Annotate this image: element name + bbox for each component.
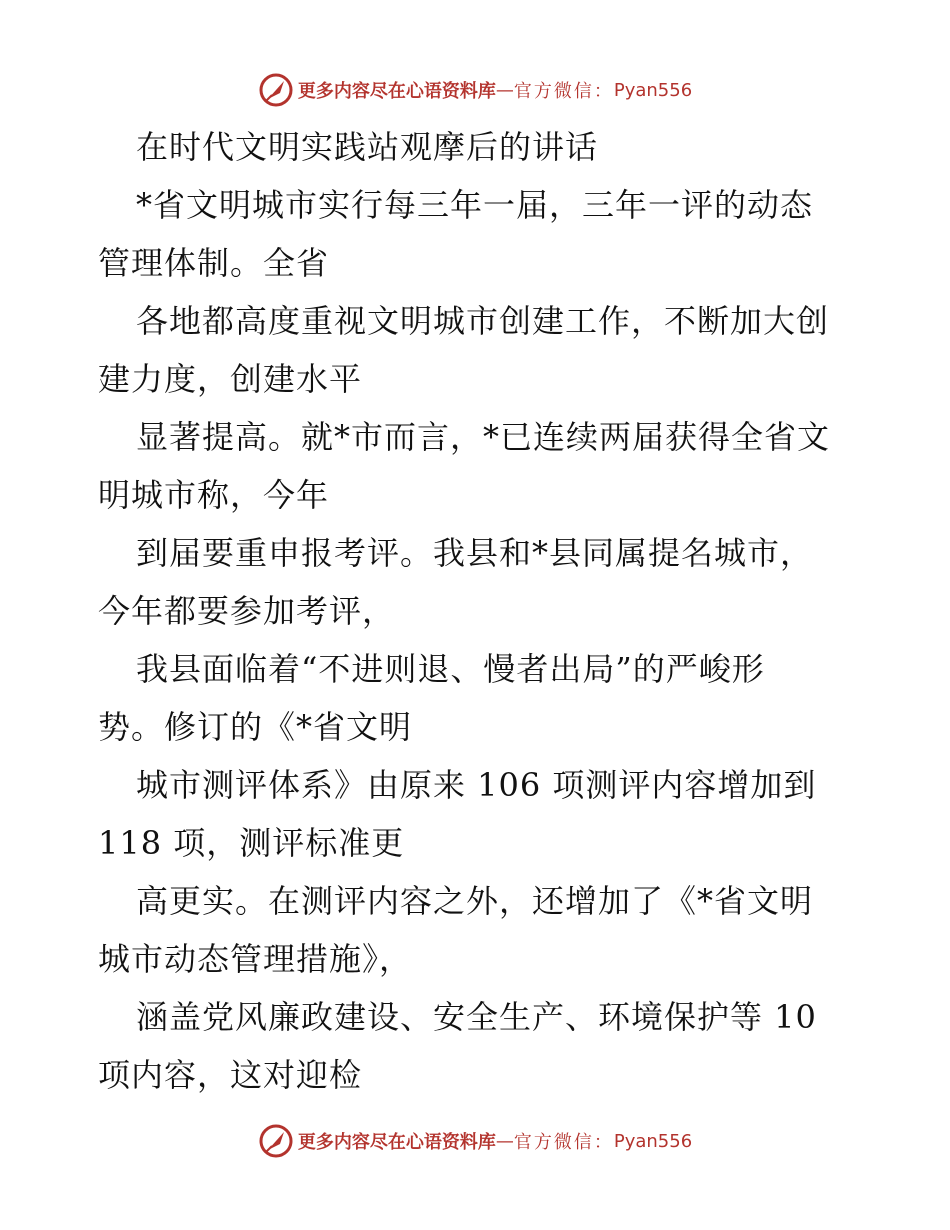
header-wechat-id: Pyan556 (613, 79, 693, 101)
paragraph-line: 建力度，创建水平 (98, 360, 363, 398)
feather-pen-logo-icon (258, 72, 294, 108)
header-separator: — (495, 79, 514, 101)
paragraph-line: 城市动态管理措施》， (98, 940, 413, 978)
paragraph-line: 明城市称，今年 (98, 476, 330, 514)
paragraph-line: 管理体制。全省 (98, 244, 330, 282)
document-body (98, 118, 858, 1104)
paragraph-line: 118 项，测评标准更 (98, 824, 405, 862)
paragraph-line: 涵盖党风廉政建设、安全生产、环境保护等 10 (136, 998, 817, 1036)
paragraph-line: 城市测评体系》由原来 106 项测评内容增加到 (136, 766, 817, 804)
footer-separator: — (495, 1130, 514, 1152)
paragraph-line: 今年都要参加考评， (98, 592, 396, 630)
footer-banner (0, 1121, 950, 1161)
footer-site-text: 更多内容尽在心语资料库 (297, 1132, 496, 1153)
header-site-text: 更多内容尽在心语资料库 (297, 81, 496, 102)
header-wechat-label: 官方微信： (513, 81, 614, 102)
feather-pen-logo-icon (258, 1123, 294, 1159)
document-title: 在时代文明实践站观摩后的讲话 (136, 128, 599, 166)
paragraph-line: 显著提高。就*市而言，*已连续两届获得全省文 (136, 418, 831, 456)
paragraph-line: *省文明城市实行每三年一届，三年一评的动态 (136, 186, 814, 224)
paragraph-line: 高更实。在测评内容之外，还增加了《*省文明 (136, 882, 814, 920)
paragraph-line: 势。修订的《*省文明 (98, 708, 413, 746)
header-banner (0, 70, 950, 110)
paragraph-line: 到届要重申报考评。我县和*县同属提名城市， (136, 534, 814, 572)
paragraph-line: 项内容，这对迎检 (98, 1056, 363, 1094)
footer-wechat-id: Pyan556 (613, 1130, 693, 1152)
footer-wechat-label: 官方微信： (513, 1132, 614, 1153)
paragraph-line: 我县面临着“不进则退、慢者出局”的严峻形 (136, 650, 765, 688)
paragraph-line: 各地都高度重视文明城市创建工作，不断加大创 (136, 302, 830, 340)
